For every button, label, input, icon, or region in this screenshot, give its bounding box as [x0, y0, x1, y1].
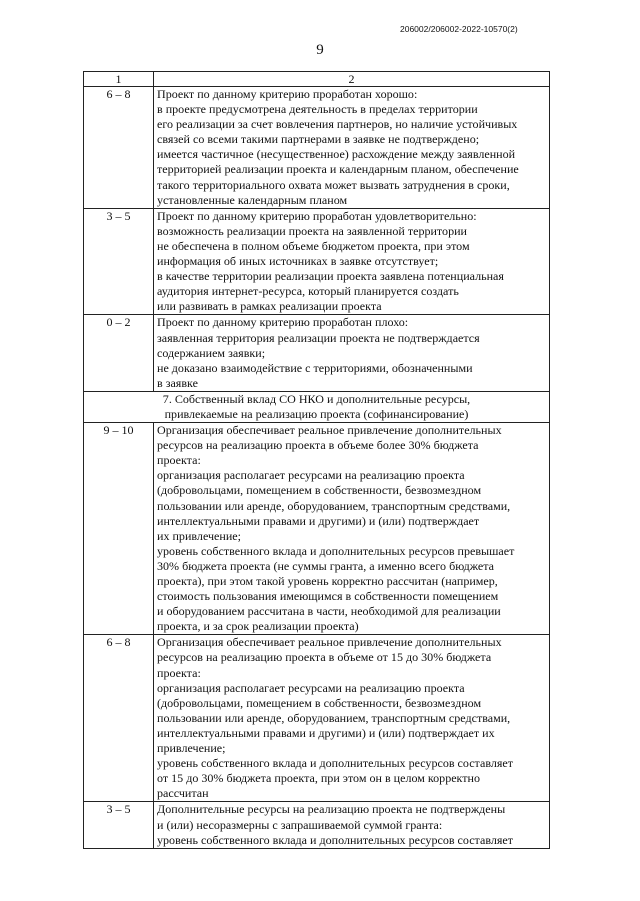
criterion-description — [154, 423, 550, 635]
description-line: (добровольцами, помещением в собственности, безвозмездном — [157, 483, 482, 498]
description-line: пользовании или аренде, оборудованием, транспортным средствами, — [157, 498, 511, 513]
description-line: Организация обеспечивает реальное привлечение дополнительных — [157, 635, 502, 650]
description-line: и (или) несоразмерны с запрашиваемой суммой гранта: — [157, 817, 443, 832]
criterion-description — [154, 315, 550, 391]
description-line: в заявке — [157, 375, 198, 390]
section-title-line: 7. Собственный вклад СО НКО и дополнительные ресурсы, — [162, 391, 471, 406]
description-line: Проект по данному критерию проработан хорошо: — [157, 87, 418, 101]
description-line: проекта, и за срок реализации проекта) — [157, 619, 359, 634]
section-title-line: привлекаемые на реализацию проекта (софинансирование) — [164, 406, 469, 421]
score-cell: 3 – 5 — [84, 802, 154, 848]
description-line: рассчитан — [157, 786, 209, 801]
description-line: в проекте предусмотрена деятельность в пределах территории — [157, 102, 478, 117]
description-line: Организация обеспечивает реальное привлечение дополнительных — [157, 423, 502, 438]
description-line: (добровольцами, помещением в собственности, безвозмездном — [157, 695, 482, 710]
column-header-2: 2 — [154, 72, 550, 87]
description-line: уровень собственного вклада и дополнительных ресурсов составляет — [157, 756, 514, 771]
description-line: ресурсов на реализацию проекта в объеме более 30% бюджета — [157, 438, 479, 453]
description-line: или развивать в рамках реализации проекта — [157, 299, 382, 314]
description-line: не доказано взаимодействие с территориями, обозначенными — [157, 360, 473, 375]
score-cell: 3 – 5 — [84, 208, 154, 315]
table-row — [84, 802, 550, 848]
page-number: 9 — [316, 42, 324, 58]
description-line: его реализации за счет вовлечения партнеров, но наличие устойчивых — [157, 117, 518, 132]
description-line: установленные календарным планом — [157, 192, 348, 207]
description-line: Проект по данному критерию проработан удовлетворительно: — [157, 208, 477, 223]
description-line: пользовании или аренде, оборудованием, транспортным средствами, — [157, 710, 511, 725]
description-line: уровень собственного вклада и дополнительных ресурсов составляет — [157, 832, 514, 847]
description-line: проекта), при этом такой уровень корректно рассчитан (например, — [157, 574, 498, 588]
description-line: не обеспечена в полном объеме бюджетом проекта, при этом — [157, 238, 470, 253]
description-line: организация располагает ресурсами на реализацию проекта — [157, 468, 465, 483]
table-header-row — [84, 72, 550, 87]
score-cell: 6 – 8 — [84, 87, 154, 209]
description-line: от 15 до 30% бюджета проекта, при этом он в целом корректно — [157, 771, 480, 786]
description-line: Дополнительные ресурсы на реализацию проекта не подтверждены — [157, 802, 506, 817]
section-row — [84, 391, 550, 422]
table-row — [84, 635, 550, 802]
table-row — [84, 423, 550, 635]
score-cell: 0 – 2 — [84, 315, 154, 391]
description-line: их привлечение; — [157, 528, 241, 543]
description-line: в качестве территории реализации проекта заявлена потенциальная — [157, 269, 504, 284]
score-cell: 9 – 10 — [84, 423, 154, 635]
score-cell: 6 – 8 — [84, 635, 154, 802]
criterion-description — [154, 87, 550, 209]
criteria-table — [83, 71, 550, 849]
table-row — [84, 208, 550, 315]
criterion-description — [154, 635, 550, 802]
description-line: ресурсов на реализацию проекта в объеме от 15 до 30% бюджета — [157, 650, 492, 665]
description-line: проекта: — [157, 453, 201, 468]
description-line: информация об иных источниках в заявке отсутствует; — [157, 254, 439, 269]
description-line: содержанием заявки; — [157, 345, 266, 360]
section-title — [84, 391, 550, 422]
description-line: и оборудованием рассчитана в части, необходимой для реализации — [157, 604, 501, 619]
description-line: уровень собственного вклада и дополнительных ресурсов превышает — [157, 543, 515, 558]
description-line: заявленная территория реализации проекта не подтверждается — [157, 330, 480, 345]
table-row — [84, 87, 550, 209]
column-header-1: 1 — [84, 72, 154, 87]
description-line: территорией реализации проекта и календарным планом, обеспечение — [157, 162, 519, 177]
table-row — [84, 315, 550, 391]
description-line: интеллектуальными правами и другими) и (или) подтверждает их — [157, 725, 495, 740]
criterion-description — [154, 208, 550, 315]
description-line: Проект по данному критерию проработан плохо: — [157, 315, 409, 330]
document-id: 206002/206002-2022-10570(2) — [400, 24, 518, 34]
description-line: имеется частичное (несущественное) расхождение между заявленной — [157, 147, 516, 162]
description-line: привлечение; — [157, 741, 226, 756]
description-line: 30% бюджета проекта (не суммы гранта, а именно всего бюджета — [157, 558, 494, 573]
description-line: связей со всеми такими партнерами в заявке не подтверждено; — [157, 132, 480, 147]
description-line: возможность реализации проекта на заявленной территории — [157, 223, 467, 238]
description-line: интеллектуальными правами и другими) и (или) подтверждает — [157, 513, 480, 528]
criterion-description — [154, 802, 550, 848]
description-line: проекта: — [157, 665, 201, 680]
description-line: такого территориального охвата может вызвать затруднения в сроки, — [157, 177, 510, 192]
description-line: стоимость пользования имеющимся в собственности помещением — [157, 589, 499, 604]
description-line: организация располагает ресурсами на реализацию проекта — [157, 680, 465, 695]
description-line: аудитория интернет-ресурса, который планируется создать — [157, 284, 459, 299]
